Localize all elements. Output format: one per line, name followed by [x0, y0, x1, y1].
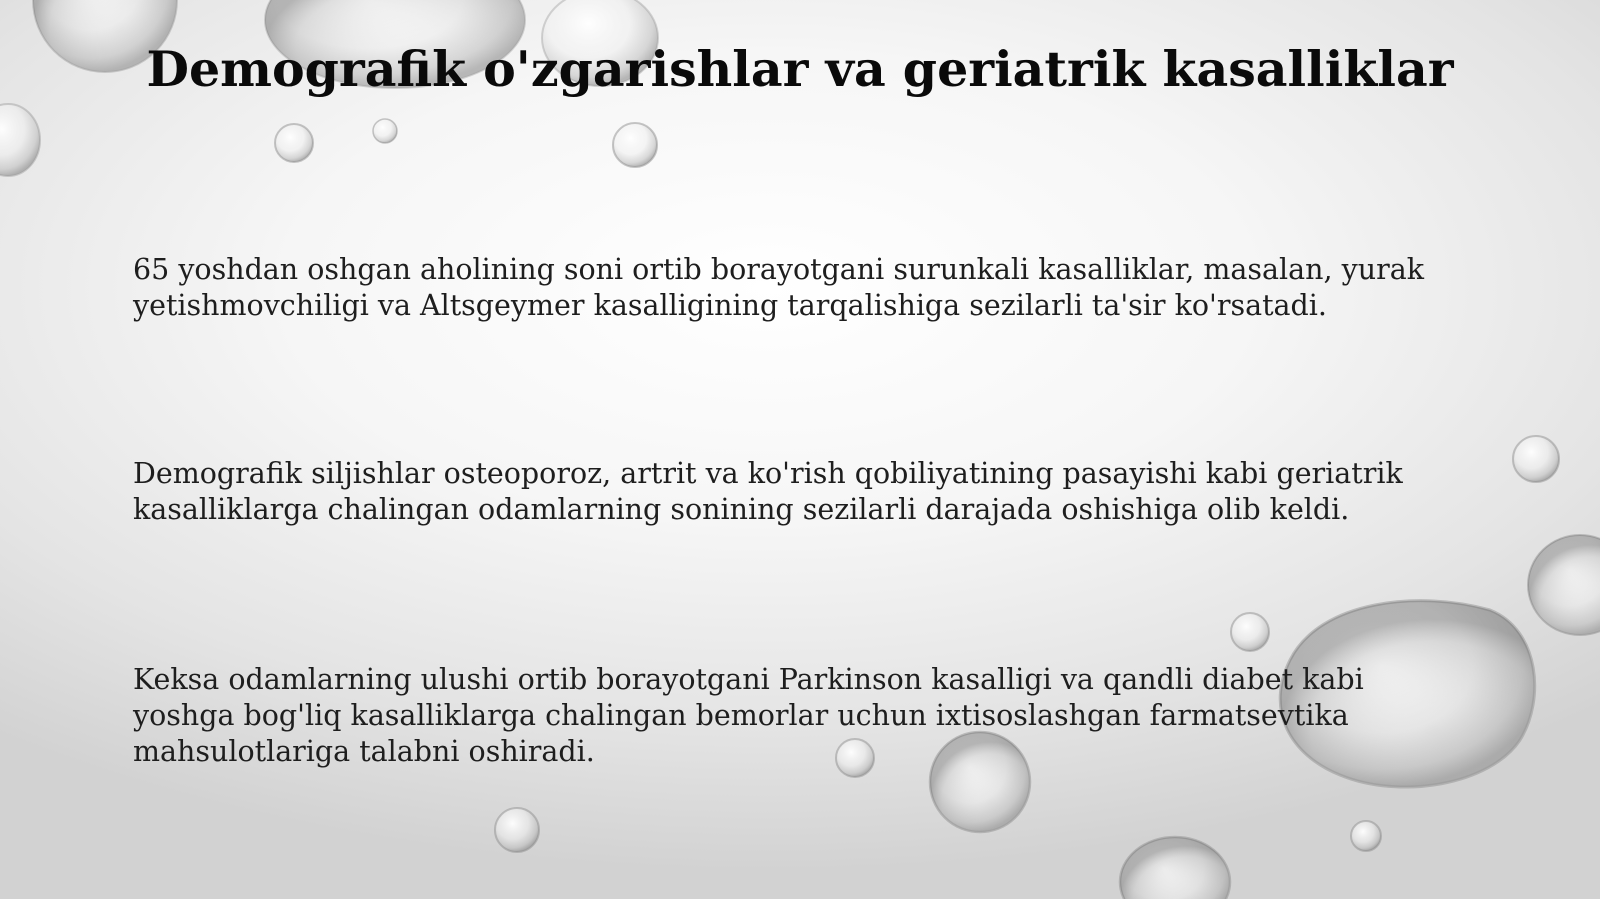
droplet — [1120, 837, 1230, 899]
paragraph-2: Demografik siljishlar osteoporoz, artrit va ko'rish qobiliyatining pasayishi kabi geriatrik kasalliklarga chalingan odamlarning sonining sezilarli darajada oshishiga olib keldi. — [133, 457, 1403, 526]
paragraph-1: 65 yoshdan oshgan aholining soni ortib borayotgani surunkali kasalliklar, masalan, yurak yetishmovchiligi va Altsgeymer kasalligining tarqalishiga sezilarli ta'sir ko'rsatadi. — [133, 253, 1424, 322]
droplet — [1513, 436, 1559, 482]
droplet — [613, 123, 657, 167]
droplet — [0, 104, 40, 176]
paragraph-3: Keksa odamlarning ulushi ortib borayotgani Parkinson kasalligi va qandli diabet kabi yoshga bog'liq kasalliklarga chalingan bemorlar uchun ixtisoslashgan farmatsevtika mahsulotlariga talabni oshiradi. — [133, 663, 1364, 768]
droplet — [1231, 613, 1269, 651]
droplet — [495, 808, 539, 852]
slide-title: Demografik o'zgarishlar va geriatrik kasalliklar — [146, 40, 1454, 98]
droplet — [275, 124, 313, 162]
droplet — [1528, 535, 1600, 635]
droplet — [1351, 821, 1381, 851]
droplet — [373, 119, 397, 143]
